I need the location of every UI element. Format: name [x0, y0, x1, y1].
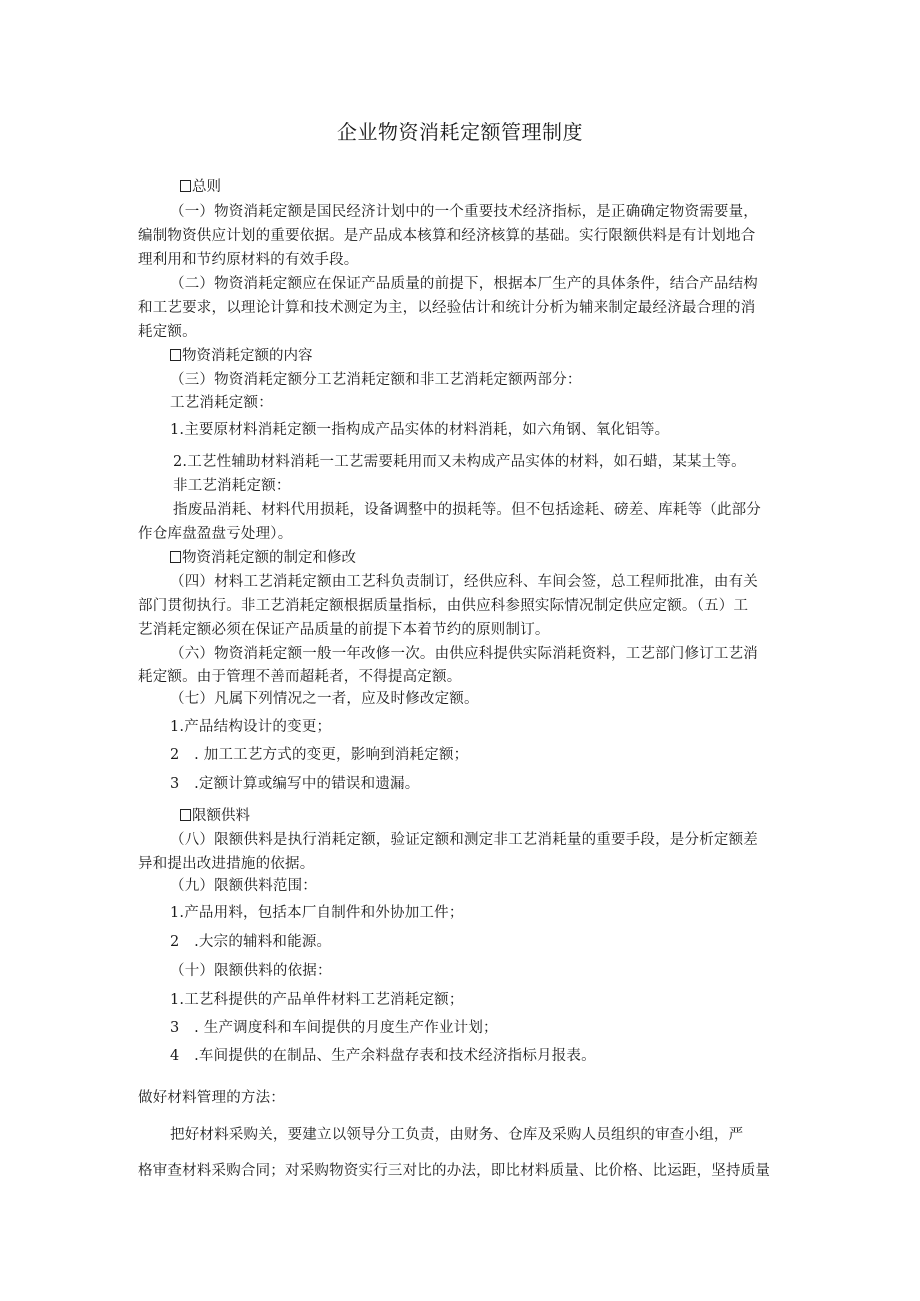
paragraph-line: 非工艺消耗定额：	[173, 478, 291, 494]
paragraph-line: 和工艺要求，以理论计算和技术测定为主，以经验估计和统计分析为辅来制定最经济最合理的消	[138, 300, 756, 316]
paragraph-line: （十）限额供料的依据：	[170, 963, 332, 979]
list-item: 1.工艺科提供的产品单件材料工艺消耗定额；	[170, 992, 464, 1008]
section-heading-methods: 做好材料管理的方法：	[138, 1090, 285, 1106]
paragraph-line: （八）限额供料是执行消耗定额，验证定额和测定非工艺消耗量的重要手段，是分析定额差	[170, 832, 758, 848]
paragraph-line: 艺消耗定额必须在保证产品质量的前提下本着节约的原则制订。	[138, 622, 550, 638]
paragraph-line: （四）材料工艺消耗定额由工艺科负责制订，经供应科、车间会签，总工程师批准，由有关	[170, 574, 758, 590]
paragraph-line: 耗定额。	[138, 324, 197, 340]
paragraph-line: 部门贯彻执行。非工艺消耗定额根据质量指标，由供应科参照实际情况制定供应定额。（五）工	[138, 598, 749, 614]
paragraph-line: 异和提出改进措施的依据。	[138, 856, 315, 872]
paragraph-line: （一）物资消耗定额是国民经济计划中的一个重要技术经济指标，是正确确定物资需要量，	[170, 204, 758, 220]
list-item: 3 . 生产调度科和车间提供的月度生产作业计划；	[170, 1020, 498, 1036]
section-heading-content: 物资消耗定额的内容	[170, 347, 313, 365]
paragraph-line: 指废品消耗、材料代用损耗，设备调整中的损耗等。但不包括途耗、磅差、库耗等（此部分	[173, 502, 761, 518]
section-heading-quota-supply: 限额供料	[180, 807, 250, 825]
section-heading-general: 总则	[180, 178, 221, 196]
list-item: 1.产品结构设计的变更；	[170, 719, 332, 735]
list-item: 1.产品用料，包括本厂自制件和外协加工件；	[170, 905, 464, 921]
paragraph-line: 格审查材料采购合同；对采购物资实行三对比的办法，即比材料质量、比价格、比运距，坚持质量	[138, 1163, 771, 1179]
paragraph-line: （七）凡属下列情况之一者，应及时修改定额。	[170, 691, 479, 707]
paragraph-line: 作仓库盘盈盘亏处理）。	[138, 526, 293, 542]
list-item: 3 .定额计算或编写中的错误和遗漏。	[170, 776, 420, 792]
list-item: 4 .车间提供的在制品、生产余料盘存表和技术经济指标月报表。	[170, 1048, 596, 1064]
section-heading-revision: 物资消耗定额的制定和修改	[170, 549, 356, 567]
checkbox-glyph-icon	[170, 349, 181, 361]
document-title: 企业物资消耗定额管理制度	[337, 120, 583, 144]
list-item: 2.工艺性辅助材料消耗一工艺需要耗用而又未构成产品实体的材料，如石蜡，某某土等。	[173, 454, 746, 470]
paragraph-line: 耗定额。由于管理不善而超耗者，不得提高定额。	[138, 669, 462, 685]
paragraph-line: 把好材料采购关，要建立以领导分工负责，由财务、仓库及采购人员组织的审查小组，严	[170, 1127, 744, 1143]
list-item: 2 . 加工工艺方式的变更，影响到消耗定额；	[170, 747, 469, 763]
paragraph-line: 工艺消耗定额：	[170, 395, 273, 411]
list-item: 1.主要原材料消耗定额一指构成产品实体的材料消耗，如六角钢、氧化铝等。	[170, 422, 670, 438]
checkbox-glyph-icon	[180, 809, 191, 821]
checkbox-glyph-icon	[180, 180, 191, 192]
list-item: 2 .大宗的辅料和能源。	[170, 934, 332, 950]
paragraph-line: 编制物资供应计划的重要依据。是产品成本核算和经济核算的基础。实行限额供料是有计划地合	[138, 228, 756, 244]
paragraph-line: 理利用和节约原材料的有效手段。	[138, 252, 359, 268]
paragraph-line: （六）物资消耗定额一般一年改修一次。由供应科提供实际消耗资料，工艺部门修订工艺消	[170, 646, 758, 662]
paragraph-line: （三）物资消耗定额分工艺消耗定额和非工艺消耗定额两部分：	[170, 372, 582, 388]
paragraph-line: （九）限额供料范围：	[170, 878, 317, 894]
checkbox-glyph-icon	[170, 551, 181, 563]
paragraph-line: （二）物资消耗定额应在保证产品质量的前提下，根据本厂生产的具体条件，结合产品结构	[170, 276, 758, 292]
